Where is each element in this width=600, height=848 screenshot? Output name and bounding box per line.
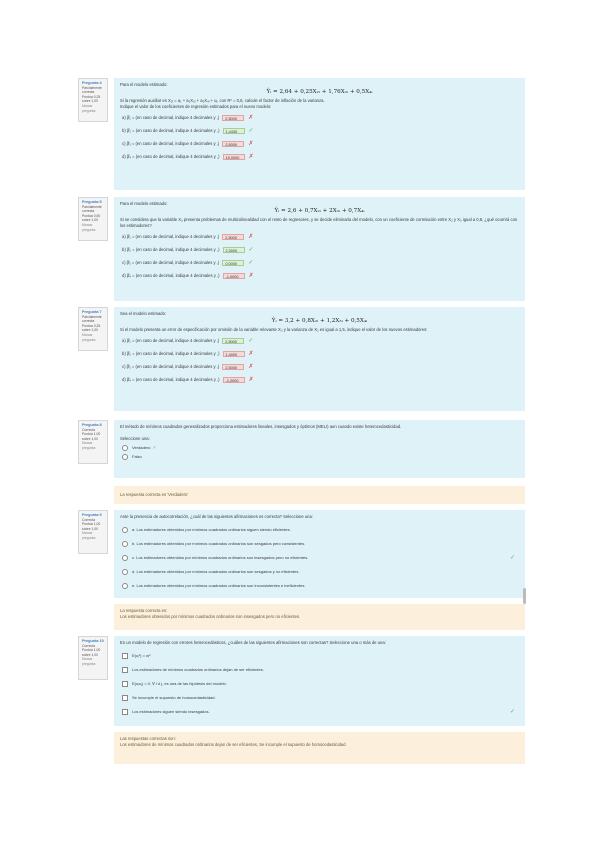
- answer-input[interactable]: 0,0000: [222, 260, 244, 266]
- question-body: [114, 636, 525, 726]
- option-label: Verdadero: [132, 444, 151, 450]
- answer-row: [122, 139, 519, 148]
- answer-option[interactable]: [122, 667, 519, 674]
- question-score: Puntúa 1,00 sobre 1,00: [82, 432, 101, 441]
- question-info: [78, 307, 108, 351]
- answer-input[interactable]: 2,3000: [223, 247, 245, 253]
- answer-option[interactable]: [122, 555, 519, 562]
- radio-button[interactable]: [122, 555, 128, 561]
- question-intro: Sea el modelo estimado:: [120, 311, 167, 316]
- option-label: b. Los estimadores obtenidos por mínimos cuadrados ordinarios son sesgados pero consistentes.: [132, 541, 306, 547]
- question-text: Indique el valor de los coeficientes de regresión estimados para el nuevo modelo:: [120, 103, 272, 109]
- question-8: [78, 420, 525, 504]
- option-true[interactable]: [122, 444, 519, 451]
- answer-label: d) β̂₄ = (en caso de decimal, indique 4 decimales y ,): [122, 273, 220, 279]
- cross-icon: ✗: [248, 140, 254, 147]
- cross-icon: ✗: [248, 351, 254, 358]
- answer-option[interactable]: [122, 583, 519, 590]
- answer-label: b) β̂₂ = (en caso de decimal, indique 4 decimales y ,): [122, 128, 220, 134]
- question-7: [78, 307, 525, 411]
- option-label: e. Los estimadores obtenidos por mínimos cuadrados ordinarios son inconsistentes e ineficientes.: [132, 583, 306, 589]
- checkbox[interactable]: [122, 667, 128, 673]
- answer-label: c) β̂₃ = (en caso de decimal, indique 4 decimales y ,): [122, 364, 220, 370]
- question-10: [78, 636, 525, 764]
- check-icon: ✓: [509, 709, 515, 716]
- equation: Ŷᵢ = 2,6 + 0,7X₂ᵢ + 2X₃ᵢ + 0,7X₄ᵢ: [274, 207, 365, 214]
- answer-option[interactable]: [122, 653, 519, 660]
- answer-row: [122, 271, 519, 280]
- scrollbar-thumb[interactable]: [523, 588, 526, 604]
- radio-button[interactable]: [122, 541, 128, 547]
- question-score: Puntúa 0,25 sobre 1,00: [82, 323, 101, 333]
- question-body: [114, 510, 525, 598]
- checkbox[interactable]: [122, 681, 128, 687]
- cross-icon: ✗: [248, 377, 254, 384]
- question-intro: Para el modelo estimado:: [120, 201, 168, 206]
- answer-input[interactable]: 2,5000: [222, 141, 244, 147]
- equation: Ŷᵢ = 3,2 + 0,8X₂ᵢ + 1,2X₃ᵢ + 0,5X₄ᵢ: [271, 317, 368, 324]
- answer-option[interactable]: [122, 569, 519, 576]
- question-status: Correcta: [82, 427, 96, 432]
- feedback-box: [114, 486, 525, 504]
- option-label: E(uᵢ²) = σᵢ²: [132, 653, 151, 659]
- answer-row: [122, 350, 519, 359]
- answer-option[interactable]: [122, 681, 519, 688]
- question-intro: Para el modelo estimado:: [120, 82, 168, 87]
- answer-row: [122, 152, 519, 161]
- question-number: Pregunta 5: [82, 200, 102, 204]
- question-text: Si el modelo presenta un error de especificación por omisión de la variable relevante X₃ y la varianza de X₂ es igual a 1,5, indique el valor de los nuevos estimadores:: [120, 327, 428, 333]
- feedback-box: [114, 732, 525, 764]
- option-label: c. Los estimadores obtenidos por mínimos cuadrados ordinarios son insesgados pero no eficientes.: [132, 555, 309, 561]
- option-label: E(uᵢuⱼ) = 0, ∀ i ≠ j, es una de las hipótesis del modelo.: [132, 681, 227, 687]
- option-label: Se incumple el supuesto de homocedasticidad.: [132, 695, 216, 701]
- answer-label: c) β̂₃ = (en caso de decimal, indique 4 decimales y ,): [122, 141, 220, 147]
- equation: Ŷᵢ = 2,64 + 0,25X₂ᵢ + 1,76X₃ᵢ + 0,5X₄ᵢ: [266, 88, 373, 95]
- answer-label: c) β̂₃ = (en caso de decimal, indique 4 decimales y ,): [122, 260, 220, 266]
- feedback-text: Los estimadores de mínimos cuadrados ordinarios dejan de ser eficientes, Se incumple el supuesto de homocedasticidad: [120, 741, 346, 747]
- cross-icon: ✗: [248, 272, 254, 279]
- question-body: [114, 307, 525, 411]
- check-icon: ✓: [248, 246, 254, 253]
- question-score: Puntúa 0,25 sobre 1,00: [82, 94, 101, 104]
- feedback-title: Las respuestas correctas son:: [120, 736, 176, 741]
- answer-input[interactable]: 2,5000: [222, 338, 244, 344]
- check-icon: ✓: [509, 555, 515, 562]
- cross-icon: ✗: [248, 233, 254, 240]
- question-status: Correcta: [82, 643, 96, 648]
- answer-option[interactable]: [122, 695, 519, 702]
- answer-row: [122, 245, 519, 254]
- check-icon: ✓: [248, 338, 254, 345]
- radio-button[interactable]: [122, 527, 128, 533]
- question-number: Pregunta 10: [82, 639, 104, 643]
- answer-option[interactable]: [122, 541, 519, 548]
- question-text: El método de mínimos cuadrados generalizados proporciona estimadores lineales, insesgados y óptimos (MELI) aun cuando existe heterocedasticidad.: [120, 424, 402, 429]
- option-label: d. Los estimadores obtenidos por mínimos cuadrados ordinarios son sesgados y no eficientes.: [132, 569, 300, 575]
- answer-label: a) β̂₁ = (en caso de decimal, indique 4 decimales y ,): [122, 115, 220, 121]
- feedback-text: Los estimadores obtenidos por mínimos cuadrados ordinarios son insesgados pero no eficientes.: [120, 613, 301, 619]
- answer-row: [122, 126, 519, 135]
- question-info: [78, 420, 108, 464]
- answer-input[interactable]: -1,0000: [223, 273, 245, 279]
- question-score: Puntúa 1,00 sobre 1,00: [82, 648, 101, 657]
- answer-row: [122, 363, 519, 372]
- answer-input[interactable]: 1,4000: [223, 351, 245, 357]
- answer-input[interactable]: -1,2000: [223, 377, 245, 383]
- option-label: a. Los estimadores obtenidos por mínimos cuadrados ordinarios siguen siendo eficientes.: [132, 527, 291, 533]
- answer-input[interactable]: 2,5000: [222, 115, 244, 121]
- question-info: [78, 197, 108, 241]
- checkbox[interactable]: [122, 653, 128, 659]
- question-text: Si la regresión auxiliar es X₂ᵢ = a₁ + a₂X₃ᵢ + a₃X₄ᵢ + uᵢ, con R² = 0,6, calcule el factor de inflación de la varianza.: [120, 98, 325, 104]
- cross-icon: ✗: [248, 153, 254, 160]
- question-body: [114, 197, 525, 301]
- question-info: [78, 78, 108, 122]
- question-status: Parcialmente correcta: [82, 314, 102, 324]
- question-number: Pregunta 4: [82, 81, 102, 85]
- answer-input[interactable]: 2,5000: [222, 364, 244, 370]
- check-icon: ✓: [152, 444, 157, 451]
- checkbox[interactable]: [122, 695, 128, 701]
- radio-button[interactable]: [122, 569, 128, 575]
- question-score: Puntúa 0,50 sobre 1,00: [82, 213, 101, 223]
- answer-label: d) β̂₄ = (en caso de decimal, indique 4 decimales y ,): [122, 154, 220, 160]
- question-status: Parcialmente correcta: [82, 85, 102, 95]
- question-text: En un modelo de regresión con errores heterocedásticos, ¿cuáles de las siguientes afirmaciones son correctas? Seleccione una o más de una:: [120, 640, 386, 645]
- answer-row: [122, 113, 519, 122]
- answer-input[interactable]: 2,5000: [222, 234, 244, 240]
- answer-row: [122, 258, 519, 267]
- question-status: Correcta: [82, 517, 96, 522]
- question-info: [78, 636, 108, 680]
- answer-label: b) β̂₂ = (en caso de decimal, indique 4 decimales y ,): [122, 351, 220, 357]
- question-score: Puntúa 1,00 sobre 1,00: [82, 522, 101, 531]
- radio-button[interactable]: [122, 583, 128, 589]
- answer-row: [122, 337, 519, 346]
- feedback-box: [114, 604, 525, 630]
- feedback-text: La respuesta correcta es 'Verdadero': [120, 492, 189, 497]
- question-body: [114, 420, 525, 478]
- option-label: Falso: [132, 453, 142, 459]
- answer-row: [122, 376, 519, 385]
- answer-label: d) β̂₄ = (en caso de decimal, indique 4 decimales y ,): [122, 377, 220, 383]
- answer-option[interactable]: [122, 709, 519, 716]
- flag-question-link[interactable]: Marcar pregunta: [82, 103, 96, 113]
- answer-option[interactable]: [122, 527, 519, 534]
- radio-button[interactable]: [122, 445, 128, 451]
- option-label: Los estimadores de mínimos cuadrados ordinarios dejan de ser eficientes.: [132, 667, 264, 673]
- question-4: [78, 78, 525, 190]
- radio-button[interactable]: [122, 454, 128, 460]
- check-icon: ✓: [248, 127, 254, 134]
- flag-question-link[interactable]: Marcar pregunta: [82, 222, 96, 232]
- answer-row: [122, 232, 519, 241]
- answer-input[interactable]: 1,4430: [223, 128, 245, 134]
- answer-label: b) β̂₂ = (en caso de decimal, indique 4 decimales y ,): [122, 247, 220, 253]
- flag-question-link[interactable]: Marcar pregunta: [82, 332, 96, 342]
- cross-icon: ✗: [248, 364, 254, 371]
- question-status: Parcialmente correcta: [82, 204, 102, 214]
- feedback-title: La respuesta correcta es:: [120, 608, 168, 613]
- option-false[interactable]: [122, 453, 519, 460]
- question-body: [114, 78, 525, 190]
- question-number: Pregunta 7: [82, 310, 102, 314]
- question-text: Ante la presencia de autocorrelación, ¿cuál de las siguientes afirmaciones es correcta? Seleccione una:: [120, 514, 313, 519]
- check-icon: ✓: [248, 259, 254, 266]
- option-label: Los estimadores siguen siendo insesgados.: [132, 709, 210, 715]
- flag-question-link[interactable]: Marcar pregunta: [82, 441, 96, 450]
- answer-input[interactable]: 10,0000: [223, 154, 245, 160]
- checkbox[interactable]: [122, 709, 128, 715]
- question-text: Si se considera que la variable X₃ presenta problemas de multicolinealidad con el resto de regresores, y se decide eliminarla del modelo, con un coeficiente de correlación entre X₂ y X₃ igual a 0,8, ¿qué ocurrirá con los estimadores?: [120, 217, 518, 228]
- flag-question-link[interactable]: Marcar pregunta: [82, 657, 96, 666]
- answer-label: a) β̂₁ = (en caso de decimal, indique 4 decimales y ,): [122, 234, 220, 240]
- question-5: [78, 197, 525, 301]
- flag-question-link[interactable]: Marcar pregunta: [82, 531, 96, 540]
- select-label: Seleccione una:: [120, 435, 150, 441]
- question-9: [78, 510, 525, 630]
- cross-icon: ✗: [248, 114, 254, 121]
- question-number: Pregunta 8: [82, 423, 102, 427]
- question-info: [78, 510, 108, 554]
- question-number: Pregunta 9: [82, 513, 102, 517]
- answer-label: a) β̂₁ = (en caso de decimal, indique 4 decimales y ,): [122, 338, 220, 344]
